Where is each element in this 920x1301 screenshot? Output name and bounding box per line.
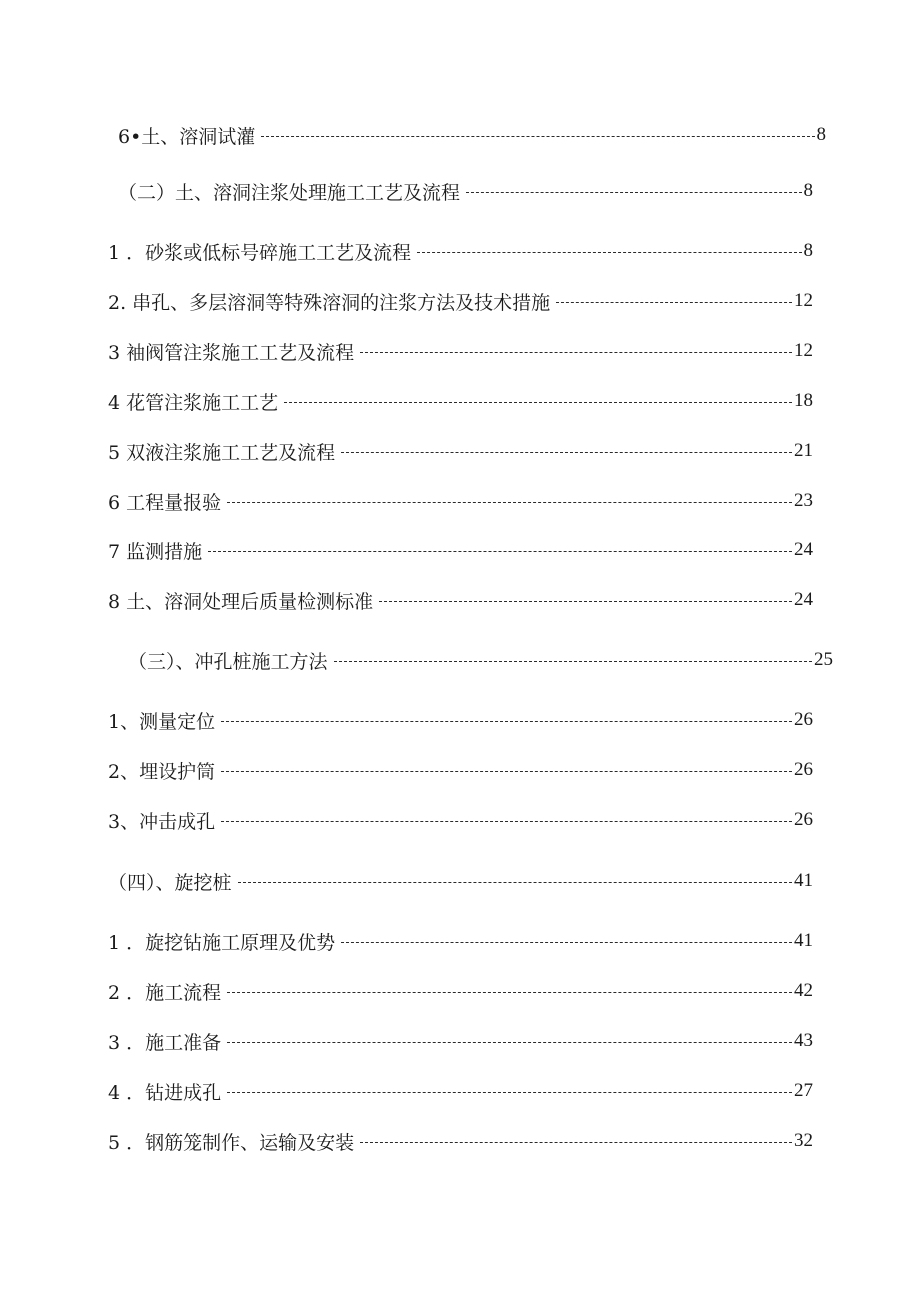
toc-entry-page: 26 — [794, 759, 813, 780]
toc-dot-leader — [334, 661, 812, 662]
toc-entry-page: 41 — [794, 870, 813, 891]
toc-entry-label: （二）土、溶洞注浆处理施工工艺及流程 — [118, 181, 461, 204]
toc-entry-label: 1 ．砂浆或低标号碎施工工艺及流程 — [108, 241, 412, 264]
toc-entry-page: 23 — [794, 490, 813, 511]
toc-dot-leader — [341, 452, 792, 453]
toc-entry[interactable] — [108, 1126, 813, 1156]
toc-entry[interactable] — [108, 336, 813, 366]
toc-entry-label: 3 袖阀管注浆施工工艺及流程 — [108, 341, 355, 364]
toc-entry-label: 3 ．施工准备 — [108, 1031, 222, 1054]
toc-dot-leader — [417, 252, 801, 253]
toc-dot-leader — [360, 1142, 792, 1143]
toc-dot-leader — [466, 192, 801, 193]
toc-entry-page: 24 — [794, 539, 813, 560]
toc-dot-leader — [221, 771, 792, 772]
toc-entry-label: 8 土、溶洞处理后质量检测标准 — [108, 590, 374, 613]
toc-entry[interactable] — [108, 866, 813, 896]
toc-entry-page: 27 — [794, 1080, 813, 1101]
toc-entry-page: 8 — [803, 180, 813, 201]
toc-entry-label: 1 ．旋挖钻施工原理及优势 — [108, 931, 336, 954]
toc-dot-leader — [221, 721, 792, 722]
toc-entry[interactable] — [108, 386, 813, 416]
toc-entry[interactable] — [108, 486, 813, 516]
toc-entry-label: 1、测量定位 — [108, 710, 216, 733]
toc-entry-page: 18 — [794, 390, 813, 411]
toc-entry-label: （三）、冲孔桩施工方法 — [128, 650, 328, 673]
toc-entry-label: 6•土、溶洞试灌 — [118, 125, 256, 148]
toc-entry-label: 5 双液注浆施工工艺及流程 — [108, 441, 336, 464]
toc-entry-label: 2. 串孔、多层溶洞等特殊溶洞的注浆方法及技术措施 — [108, 291, 551, 314]
toc-entry-page: 25 — [814, 649, 833, 670]
toc-dot-leader — [208, 551, 792, 552]
toc-entry[interactable] — [108, 535, 813, 565]
toc-entry-label: （四）、旋挖桩 — [108, 871, 232, 894]
toc-entry[interactable] — [108, 805, 813, 835]
toc-dot-leader — [238, 882, 792, 883]
toc-dot-leader — [227, 992, 792, 993]
toc-entry-label: 4 花管注浆施工工艺 — [108, 391, 279, 414]
toc-entry-page: 43 — [794, 1030, 813, 1051]
toc-entry-page: 41 — [794, 930, 813, 951]
toc-dot-leader — [341, 942, 792, 943]
toc-dot-leader — [227, 502, 792, 503]
toc-entry-label: 3、冲击成孔 — [108, 810, 216, 833]
toc-entry-page: 21 — [794, 440, 813, 461]
toc-dot-leader — [221, 821, 792, 822]
toc-dot-leader — [261, 136, 814, 137]
toc-entry[interactable] — [108, 1026, 813, 1056]
toc-entry-label: 2、埋设护筒 — [108, 760, 216, 783]
toc-entry-page: 12 — [794, 340, 813, 361]
toc-entry[interactable] — [118, 176, 813, 206]
toc-dot-leader — [379, 601, 792, 602]
toc-entry[interactable] — [108, 926, 813, 956]
toc-entry-label: 6 工程量报验 — [108, 491, 222, 514]
toc-entry-label: 5 ．钢筋笼制作、运输及安装 — [108, 1131, 355, 1154]
toc-entry[interactable] — [108, 436, 813, 466]
toc-entry-page: 8 — [803, 240, 813, 261]
toc-entry-label: 2 ．施工流程 — [108, 981, 222, 1004]
toc-entry[interactable] — [118, 120, 826, 150]
toc-entry-page: 32 — [794, 1130, 813, 1151]
toc-entry[interactable] — [108, 585, 813, 615]
toc-entry-page: 12 — [794, 290, 813, 311]
toc-dot-leader — [556, 302, 792, 303]
toc-entry[interactable] — [108, 705, 813, 735]
toc-entry[interactable] — [108, 755, 813, 785]
toc-entry-page: 8 — [816, 124, 826, 145]
toc-entry-label: 7 监测措施 — [108, 540, 203, 563]
toc-entry[interactable] — [108, 1076, 813, 1106]
toc-entry[interactable] — [128, 645, 833, 675]
toc-entry[interactable] — [108, 976, 813, 1006]
toc-entry-page: 24 — [794, 589, 813, 610]
toc-entry-page: 42 — [794, 980, 813, 1001]
toc-dot-leader — [360, 352, 792, 353]
toc-dot-leader — [227, 1092, 792, 1093]
toc-entry-page: 26 — [794, 709, 813, 730]
toc-entry[interactable] — [108, 286, 813, 316]
toc-dot-leader — [227, 1042, 792, 1043]
toc-entry-label: 4 ．钻进成孔 — [108, 1081, 222, 1104]
toc-entry[interactable] — [108, 236, 813, 266]
toc-dot-leader — [284, 402, 792, 403]
toc-entry-page: 26 — [794, 809, 813, 830]
